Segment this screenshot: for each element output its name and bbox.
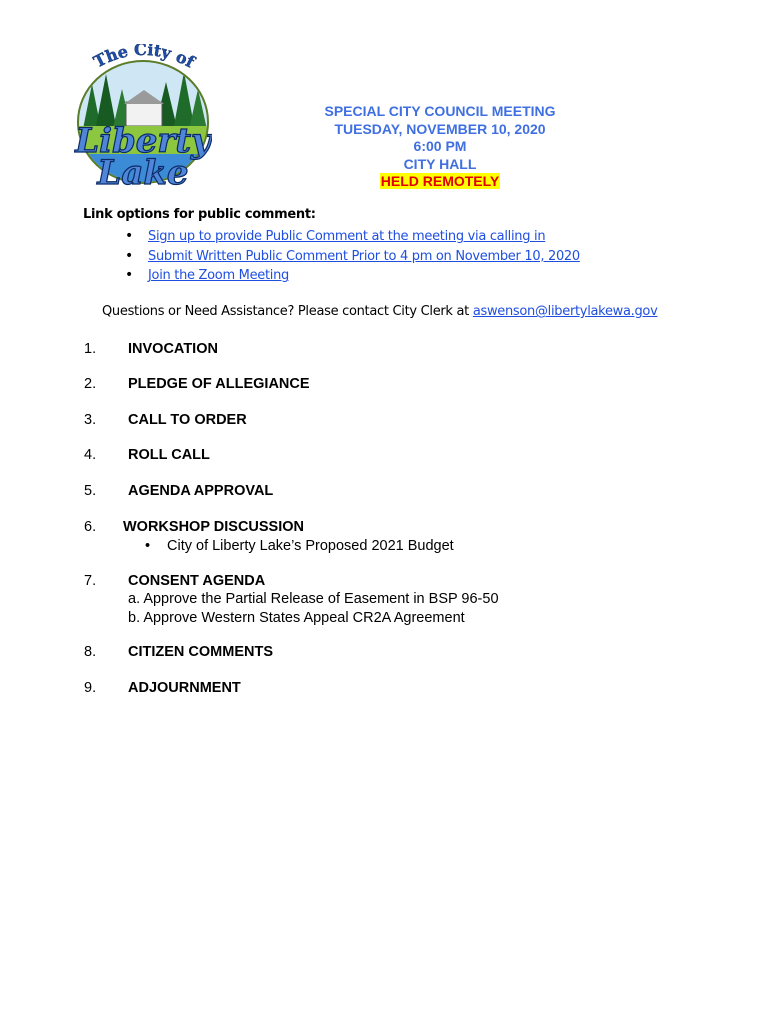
meeting-location: CITY HALL	[403, 155, 477, 172]
public-comment-links	[120, 227, 580, 286]
agenda-subitem: b. Approve Western States Appeal CR2A Agreement	[128, 610, 465, 626]
city-logo	[74, 44, 212, 192]
agenda-subitem: a. Approve the Partial Release of Easement in BSP 96-50	[128, 591, 499, 607]
agenda-item-title: ROLL CALL	[128, 447, 210, 463]
list-item	[120, 227, 580, 247]
svg-text:Lake: Lake	[97, 153, 189, 192]
assistance-text: Questions or Need Assistance? Please contact City Clerk at	[102, 304, 469, 319]
agenda-item-title: CITIZEN COMMENTS	[128, 644, 273, 660]
assistance-line	[102, 304, 657, 319]
agenda-item-number: 2.	[84, 376, 97, 392]
agenda-item-number: 8.	[84, 644, 97, 660]
svg-text:The City of: The City of	[90, 44, 198, 72]
agenda-item-title: AGENDA APPROVAL	[128, 483, 274, 499]
meeting-time: 6:00 PM	[413, 138, 467, 154]
agenda-item-title: CALL TO ORDER	[128, 412, 247, 428]
agenda-item-title: PLEDGE OF ALLEGIANCE	[128, 376, 310, 392]
agenda-item-number: 5.	[84, 483, 97, 499]
signup-comment-link[interactable]: Sign up to provide Public Comment at the meeting via calling in	[148, 229, 546, 244]
meeting-title: SPECIAL CITY COUNCIL MEETING	[324, 103, 556, 119]
zoom-meeting-link[interactable]: Join the Zoom Meeting	[148, 268, 289, 284]
written-comment-link[interactable]: Submit Written Public Comment Prior to 4 pm on November 10, 2020	[148, 248, 580, 264]
agenda-item-title: ADJOURNMENT	[128, 680, 241, 696]
agenda-subitem	[145, 538, 454, 554]
public-comment-links-title: Link options for public comment:	[83, 207, 316, 222]
agenda-item-number: 7.	[84, 573, 97, 589]
meeting-date: TUESDAY, NOVEMBER 10, 2020	[334, 120, 546, 137]
agenda-item-title: WORKSHOP DISCUSSION	[123, 519, 305, 535]
agenda-item-number: 6.	[84, 519, 97, 535]
agenda-item-number: 9.	[84, 680, 97, 696]
clerk-email-link[interactable]: aswenson@libertylakewa.gov	[472, 304, 658, 319]
list-item	[120, 266, 580, 286]
agenda-item-title: CONSENT AGENDA	[128, 573, 266, 589]
agenda-item-number: 3.	[84, 412, 97, 428]
meeting-heading	[300, 103, 580, 191]
agenda-item-title: INVOCATION	[128, 341, 218, 357]
held-remotely-label: HELD REMOTELY	[380, 173, 500, 189]
agenda-item-number: 1.	[84, 341, 97, 357]
agenda-subitem-text: City of Liberty Lake’s Proposed 2021 Budget	[167, 538, 454, 554]
agenda-item-number: 4.	[84, 447, 97, 463]
svg-text:Liberty: Liberty	[75, 121, 211, 161]
list-item	[120, 247, 580, 267]
